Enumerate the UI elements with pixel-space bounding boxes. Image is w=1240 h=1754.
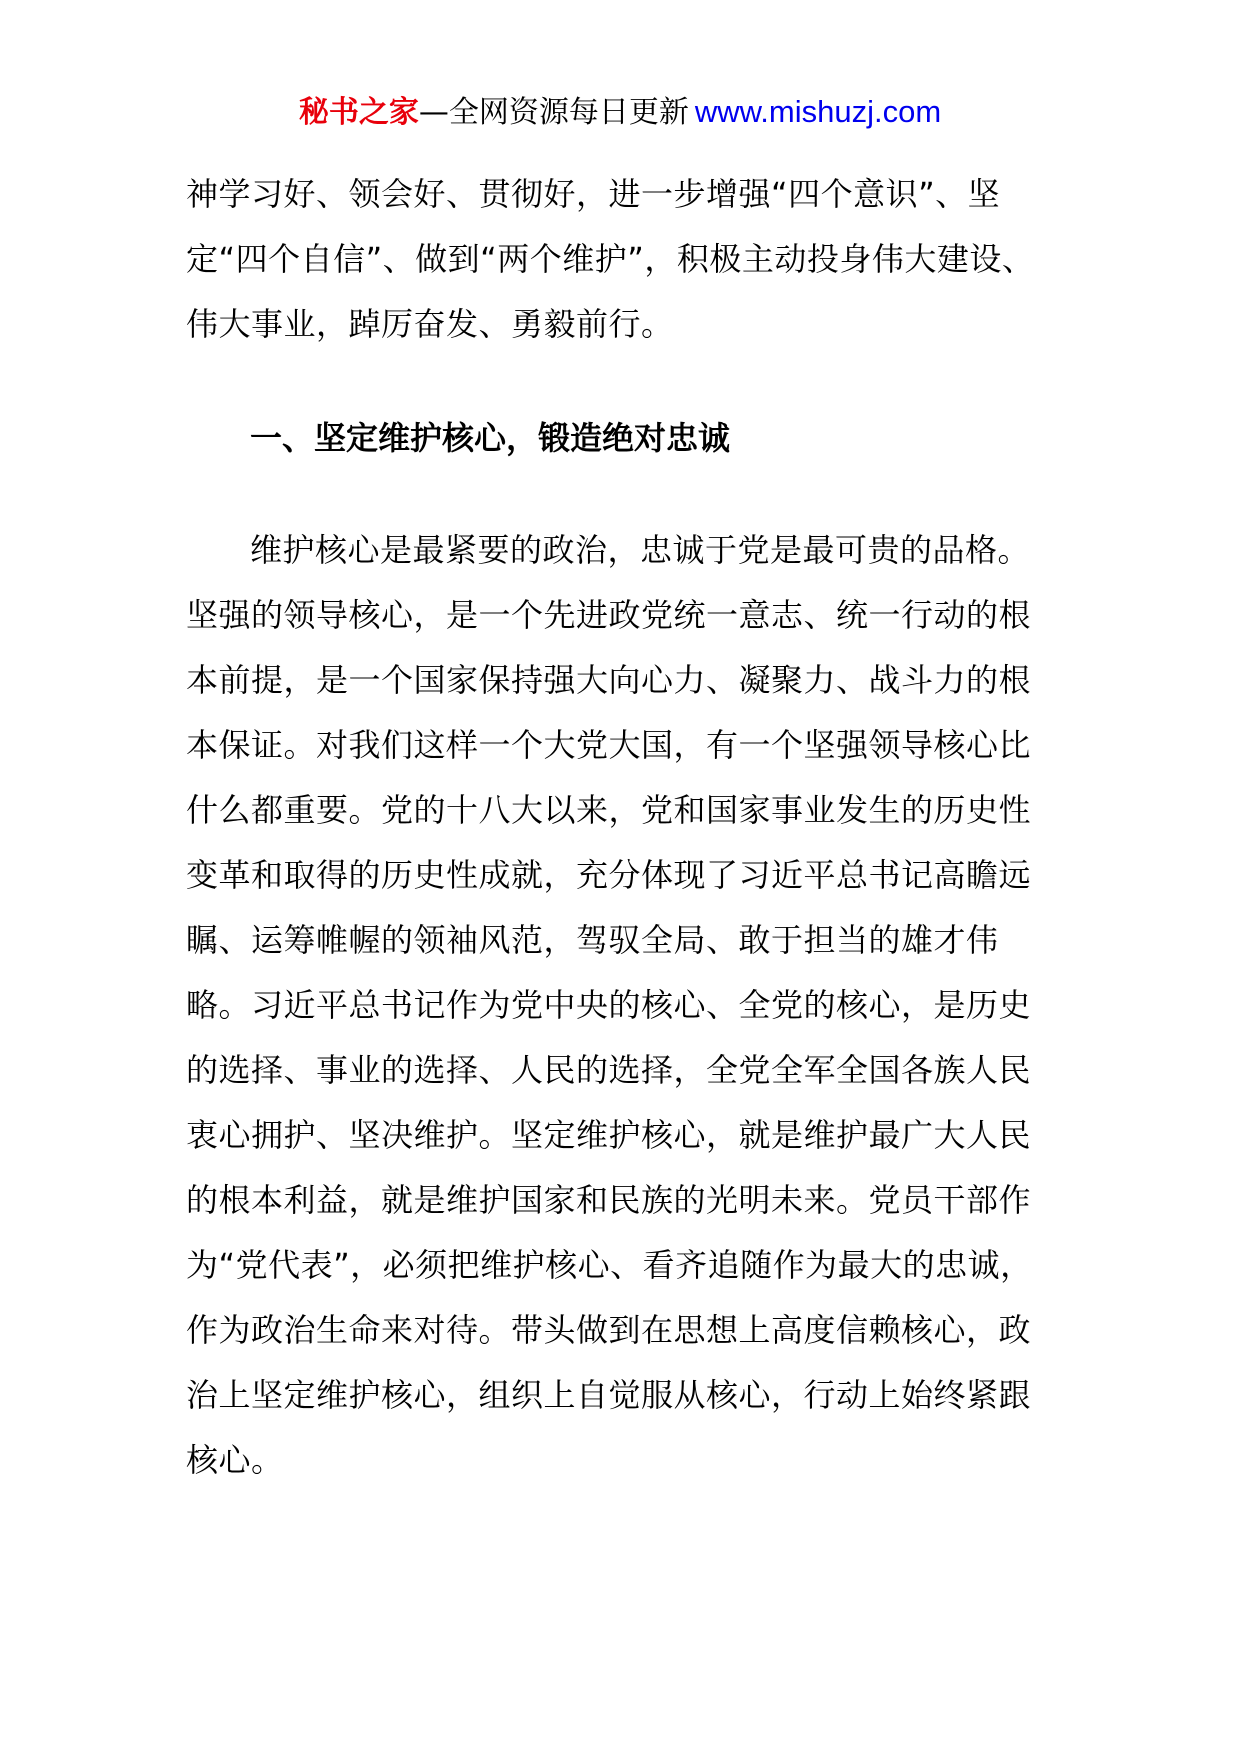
site-header: [0, 92, 1240, 133]
document-body: [186, 162, 1056, 1493]
intro-paragraph: 神学习好、领会好、贯彻好，进一步增强“四个意识”、坚定“四个自信”、做到“两个维护”，积极主动投身伟大建设、伟大事业，踔厉奋发、勇毅前行。: [186, 175, 1035, 343]
site-url-link[interactable]: www.mishuzj.com: [694, 94, 942, 129]
site-brand: 秘书之家: [298, 95, 419, 130]
section-paragraph: 维护核心是最紧要的政治，忠诚于党是最可贵的品格。坚强的领导核心，是一个先进政党统一意志、统一行动的根本前提，是一个国家保持强大向心力、凝聚力、战斗力的根本保证。对我们这样一个大党大国，有一个坚强领导核心比什么都重要。党的十八大以来，党和国家事业发生的历史性变革和取得的历史性成就，充分体现了习近平总书记高瞻远瞩、运筹帷幄的领袖风范，驾驭全局、敢于担当的雄才伟略。习近平总书记作为党中央的核心、全党的核心，是历史的选择、事业的选择、人民的选择，全党全军全国各族人民衷心拥护、坚决维护。坚定维护核心，就是维护最广大人民的根本利益，就是维护国家和民族的光明未来。党员干部作为“党代表”，必须把维护核心、看齐追随作为最大的忠诚，作为政治生命来对待。带头做到在思想上高度信赖核心，政治上坚定维护核心，组织上自觉服从核心，行动上始终紧跟核心。: [186, 531, 1033, 1479]
section-heading: 一、坚定维护核心，锻造绝对忠诚: [250, 419, 731, 457]
site-tagline: —全网资源每日更新: [418, 95, 689, 130]
